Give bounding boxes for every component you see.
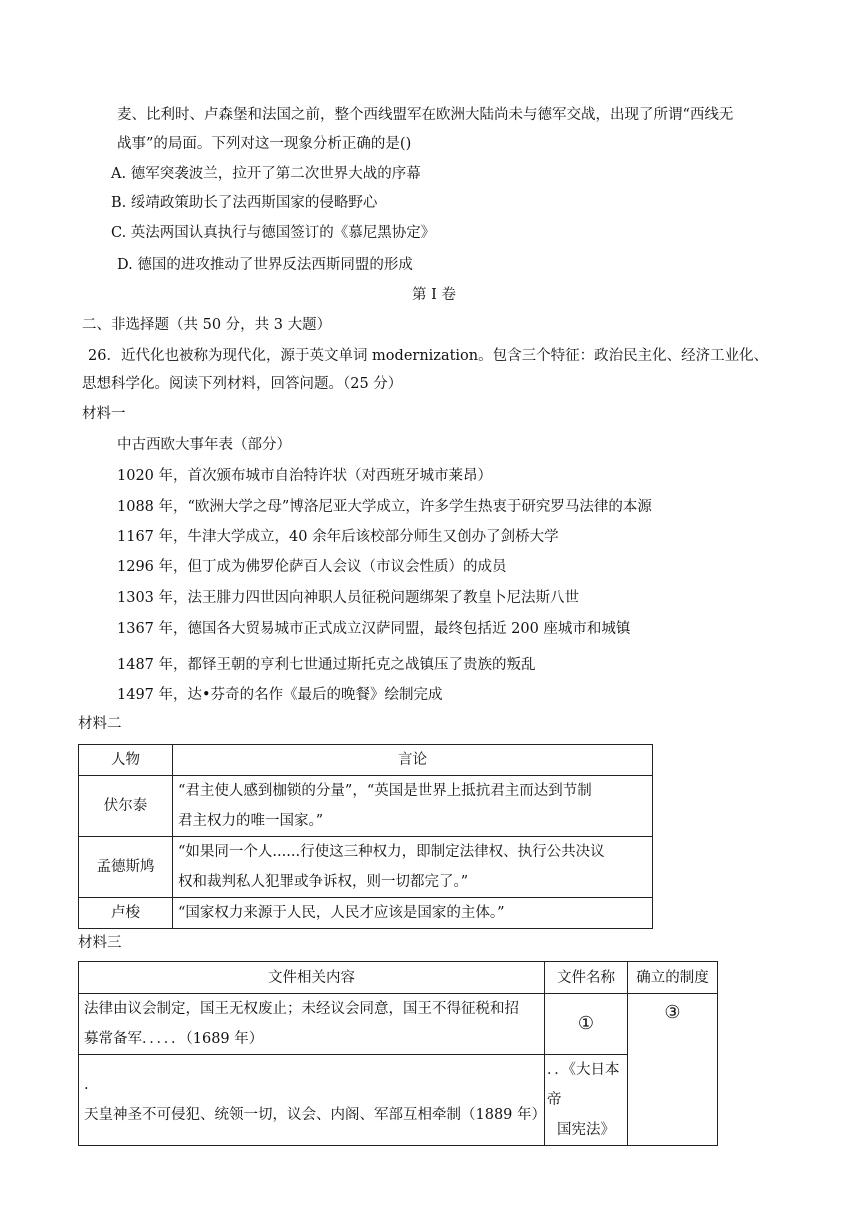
quote-cell: “国家权力来源于人民，人民才应该是国家的主体。” [173, 898, 653, 929]
quote-cell [173, 837, 653, 898]
material3-label: 材料三 [78, 935, 122, 951]
content-line: 募常备军．．．．．（1689 年） [84, 1031, 264, 1047]
table-row [79, 1055, 718, 1146]
doc-name-line: 国宪法》 [557, 1122, 615, 1138]
table-row [79, 994, 718, 1055]
doc-name-cell: ① [545, 994, 628, 1055]
content-line: . [84, 1077, 89, 1093]
table-row [79, 776, 653, 837]
system-cell: ③ [628, 994, 718, 1146]
quote-line: 权和裁判私人犯罪或争诉权，则一切都完了。” [178, 874, 469, 890]
table-header: 人物 [79, 745, 173, 776]
table-header: 文件相关内容 [79, 962, 545, 994]
material1-event: 1088 年，“欧洲大学之母”博洛尼亚大学成立，许多学生热衷于研究罗马法律的本源 [117, 499, 652, 515]
doc-name-cell [545, 1055, 628, 1146]
person-cell: 卢梭 [79, 898, 173, 929]
material1-event: 1367 年，德国各大贸易城市正式成立汉萨同盟，最终包括近 200 座城市和城镇 [117, 621, 631, 637]
person-cell: 伏尔泰 [79, 776, 173, 837]
person-cell: 孟德斯鸠 [79, 837, 173, 898]
quote-line: “君主使人感到枷锁的分量”，“英国是世界上抵抗君主而达到节制 [178, 783, 592, 799]
quote-line: “如果同一个人......行使这三种权力，即制定法律权、执行公共决议 [178, 844, 605, 860]
table-header: 文件名称 [545, 962, 628, 994]
content-line: 天皇神圣不可侵犯、统领一切，议会、内阁、军部互相牵制（1889 年） [84, 1107, 547, 1123]
table-row [79, 898, 653, 929]
q26-line2: 思想科学化。阅读下列材料，回答问题。（25 分） [82, 376, 403, 392]
content-cell [79, 994, 545, 1055]
material1-event: 1487 年，都铎王朝的亨利七世通过斯托克之战镇压了贵族的叛乱 [117, 657, 536, 673]
q25-stem-line2: 战事”的局面。下列对这一现象分析正确的是() [117, 136, 412, 152]
table-header: 确立的制度 [628, 962, 718, 994]
material1-label: 材料一 [82, 406, 126, 422]
material1-event: 1020 年，首次颁布城市自治特许状（对西班牙城市莱昂） [117, 468, 493, 484]
q26-line1: 26．近代化也被称为现代化，源于英文单词 modernization。包含三个特征：政治民主化、经济工业化、 [88, 348, 769, 364]
q25-option-b: B. 绥靖政策助长了法西斯国家的侵略野心 [111, 195, 378, 211]
table-row [79, 837, 653, 898]
material1-event: 1296 年，但丁成为佛罗伦萨百人会议（市议会性质）的成员 [117, 559, 507, 575]
q25-option-a: A. 德军突袭波兰，拉开了第二次世界大战的序幕 [111, 166, 421, 182]
q25-option-c: C. 英法两国认真执行与德国签订的《慕尼黑协定》 [111, 225, 436, 241]
q25-option-d: D. 德国的进攻推动了世界反法西斯同盟的形成 [117, 257, 413, 273]
material2-table [78, 744, 653, 929]
doc-name-line: ．．《大日本帝 [547, 1062, 620, 1108]
quote-line: 君主权力的唯一国家。” [178, 813, 324, 829]
content-cell [79, 1055, 545, 1146]
material1-title: 中古西欧大事年表（部分） [117, 437, 291, 453]
quote-cell [173, 776, 653, 837]
material1-event: 1303 年，法王腓力四世因向神职人员征税问题绑架了教皇卜尼法斯八世 [117, 590, 580, 606]
q25-stem-line1: 麦、比利时、卢森堡和法国之前，整个西线盟军在欧洲大陆尚未与德军交战，出现了所谓“西线无 [117, 107, 734, 123]
content-line: 法律由议会制定，国王无权废止；未经议会同意，国王不得征税和招 [84, 1001, 519, 1017]
material1-event: 1167 年，牛津大学成立，40 余年后该校部分师生又创办了剑桥大学 [117, 529, 559, 545]
material3-table [78, 961, 718, 1146]
material1-event: 1497 年，达•芬奇的名作《最后的晚餐》绘制完成 [117, 687, 443, 703]
part-heading: 二、非选择题（共 50 分，共 3 大题） [82, 317, 332, 333]
material2-label: 材料二 [78, 716, 122, 732]
table-header: 言论 [173, 745, 653, 776]
section-title: 第 I 卷 [412, 287, 456, 303]
